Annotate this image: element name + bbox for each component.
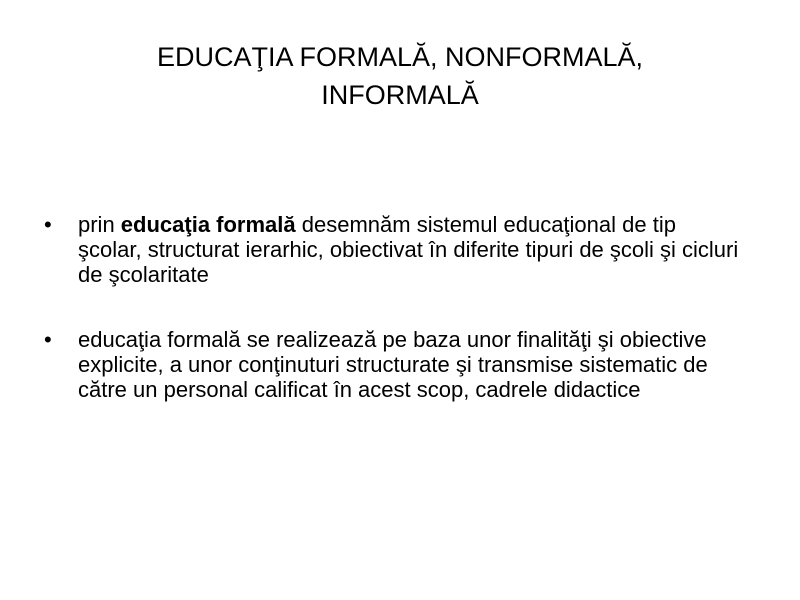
bullet-1-bold-term: educaţia formală [120,212,296,237]
bullet-1-after: desemnăm sistemul educaţional de tip şcolar, structurat ierarhic, obiectivat în diferite tipuri de şcoli şi cicluri de şcolaritate [78,212,739,287]
bullet-item-1 [40,212,740,287]
bullet-dot-icon: • [44,327,52,352]
bullet-list [40,212,740,442]
slide-title-line-2: INFORMALĂ [321,80,479,110]
bullet-text-2: educaţia formală se realizează pe baza unor finalităţi şi obiective explicite, a unor conţinuturi structurate şi transmise sistematic de către un personal calificat în acest scop, cadrele didactice [78,327,708,402]
bullet-item-2 [40,327,740,402]
slide-title-line-1: EDUCAŢIA FORMALĂ, NONFORMALĂ, [156,42,644,72]
slide-title [60,38,740,114]
bullet-1-before: prin [78,212,121,237]
bullet-dot-icon: • [44,212,52,237]
bullet-text-1 [78,212,738,287]
